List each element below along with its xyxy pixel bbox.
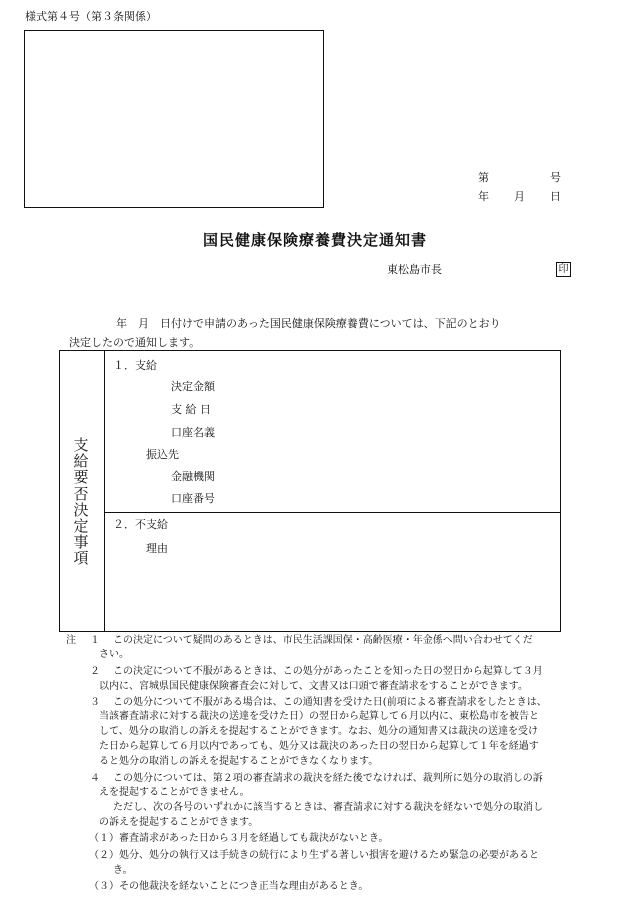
payment-date-label: 支 給 日 bbox=[171, 403, 211, 416]
note-2-number: ２ bbox=[90, 666, 100, 677]
form-label: 様式第４号（第３条関係） bbox=[25, 10, 157, 23]
note-4-line-1: この処分については、第２項の審査請求の裁決を経た後でなければ、裁判所に処分の取消しの訴 bbox=[113, 773, 543, 784]
intro-line-2: 決定したので通知します。 bbox=[69, 336, 201, 349]
address-box bbox=[24, 30, 324, 208]
note-1-line-2: さい。 bbox=[99, 649, 129, 660]
doc-number-dai: 第 bbox=[478, 171, 489, 184]
note-item-1: （１）審査請求があった日から３月を経過しても裁決がないとき。 bbox=[89, 833, 389, 844]
table-divider-horizontal bbox=[104, 512, 560, 513]
note-3-line-3: して、処分の取消しの訴えを提起することができます。なお、処分の通知書又は裁決の送達を受け bbox=[99, 726, 538, 737]
date-year: 年 bbox=[478, 190, 489, 203]
note-4-line-3: ただし、次の各号のいずれかに該当するときは、審査請求に対する裁決を経ないで処分の取消し bbox=[113, 802, 543, 813]
doc-number-go: 号 bbox=[550, 171, 561, 184]
document-title: 国民健康保険療養費決定通知書 bbox=[202, 231, 427, 249]
seal-stamp: 印 bbox=[556, 262, 571, 277]
issuer-name: 東松島市長 bbox=[387, 263, 442, 276]
intro-line-1: 年 月 日付けで申請のあった国民健康保険療養費については、下記のとおり bbox=[116, 317, 501, 330]
bank-label: 金融機関 bbox=[171, 470, 215, 483]
table-side-label: 支給要否決定事項 bbox=[73, 436, 89, 568]
note-2-line-1: この決定について不服があるときは、この処分があったことを知った日の翌日から起算して３月 bbox=[113, 666, 543, 677]
payment-heading: １．支給 bbox=[113, 359, 157, 372]
note-3-line-2: 当該審査請求に対する裁決の送達を受けた日）の翌日から起算して６月以内に、東松島市を被告と bbox=[99, 711, 539, 722]
note-4-line-2: えを提起することができません。 bbox=[99, 787, 250, 798]
non-payment-heading: ２．不支給 bbox=[113, 518, 168, 531]
note-3-line-4: た日から起算して６月以内であっても、処分又は裁決のあった日の翌日から起算して１年を経過す bbox=[99, 741, 539, 752]
account-name-label: 口座名義 bbox=[171, 426, 215, 439]
decision-table bbox=[59, 350, 561, 632]
note-3-number: ３ bbox=[90, 697, 100, 708]
date-day: 日 bbox=[550, 190, 561, 203]
note-item-3: （３）その他裁決を経ないことにつき正当な理由があるとき。 bbox=[89, 881, 369, 892]
note-3-line-5: ると処分の取消しの訴えを提起することができなくなります。 bbox=[99, 756, 379, 767]
non-payment-reason-label: 理由 bbox=[146, 542, 168, 555]
note-1-line-1: この決定について疑問のあるときは、市民生活課国保・高齢医療・年金係へ問い合わせてくだ bbox=[113, 635, 533, 646]
note-1-number: １ bbox=[90, 635, 100, 646]
note-3-line-1: この処分について不服がある場合は、この通知書を受けた日(前項による審査請求をしたときは、 bbox=[113, 697, 547, 708]
transfer-to-label: 振込先 bbox=[146, 448, 179, 461]
note-item-2-line-2: き。 bbox=[113, 865, 133, 876]
note-2-line-2: 以内に、宮城県国民健康保険審査会に対して、文書又は口頭で審査請求をすることができます。 bbox=[99, 681, 528, 692]
note-4-number: ４ bbox=[90, 773, 100, 784]
payment-amount-label: 決定金額 bbox=[171, 380, 215, 393]
notes-label: 注 bbox=[66, 635, 76, 646]
date-month: 月 bbox=[514, 190, 525, 203]
note-item-2-line-1: （２）処分、処分の執行又は手続きの続行により生ずる著しい損害を避けるため緊急の必要があると bbox=[89, 850, 539, 861]
account-number-label: 口座番号 bbox=[171, 492, 215, 505]
note-4-line-4: の訴えを提起することができます。 bbox=[99, 817, 259, 828]
table-divider-vertical bbox=[104, 351, 105, 631]
